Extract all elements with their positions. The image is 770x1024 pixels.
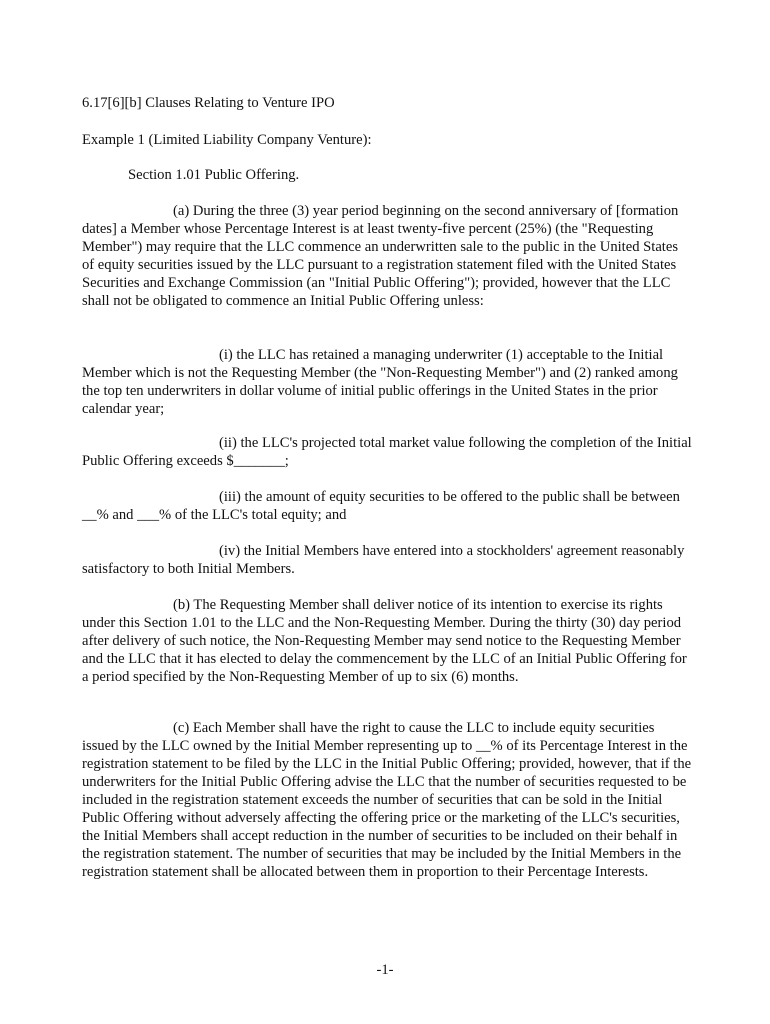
document-heading: 6.17[6][b] Clauses Relating to Venture IPO xyxy=(82,95,335,111)
subparagraph-iii: (iii) the amount of equity securities to be offered to the public shall be between __% and ___% of the LLC's total equity; and xyxy=(82,489,680,523)
paragraph-b: (b) The Requesting Member shall deliver notice of its intention to exercise its rights under this Section 1.01 to the LLC and the Non-Requesting Member. During the thirty (30) day period after delivery of such notice, the Non-Requesting Member may send notice to the Requesting Member and the LLC that it has elected to delay the commencement by the LLC of an Initial Public Offering for a period specified by the Non-Requesting Member of up to six (6) months. xyxy=(82,597,687,685)
page-number: -1- xyxy=(376,962,394,978)
section-title: Section 1.01 Public Offering. xyxy=(128,167,300,183)
subparagraph-ii: (ii) the LLC's projected total market value following the completion of the Initial Public Offering exceeds $_______; xyxy=(82,435,692,469)
paragraph-a: (a) During the three (3) year period beginning on the second anniversary of [formation dates] a Member whose Percentage Interest is at least twenty-five percent (25%) (the "Requesting Member") may require that the LLC commence an underwritten sale to the public in the United States of equity securities issued by the LLC pursuant to a registration statement filed with the United States Securities and Exchange Commission (an "Initial Public Offering"); provided, however that the LLC shall not be obligated to commence an Initial Public Offering unless: xyxy=(82,203,679,309)
example-label: Example 1 (Limited Liability Company Venture): xyxy=(82,132,372,148)
paragraph-c: (c) Each Member shall have the right to cause the LLC to include equity securities issued by the LLC owned by the Initial Member representing up to __% of its Percentage Interest in the registration statement to be filed by the LLC in the Initial Public Offering; provided, however, that if the underwriters for the Initial Public Offering advise the LLC that the number of securities requested to be included in the registration statement exceeds the number of securities that can be sold in the Initial Public Offering without adversely affecting the offering price or the marketing of the LLC's securities, the Initial Members shall accept reduction in the number of securities to be included on their behalf in the registration statement. The number of securities that may be included by the Initial Members in the registration statement shall be allocated between them in proportion to their Percentage Interests. xyxy=(82,720,692,880)
subparagraph-iv: (iv) the Initial Members have entered into a stockholders' agreement reasonably satisfactory to both Initial Members. xyxy=(82,543,685,577)
subparagraph-i: (i) the LLC has retained a managing underwriter (1) acceptable to the Initial Member which is not the Requesting Member (the "Non-Requesting Member") and (2) ranked among the top ten underwriters in dollar volume of initial public offerings in the United States in the prior calendar year; xyxy=(82,347,678,417)
